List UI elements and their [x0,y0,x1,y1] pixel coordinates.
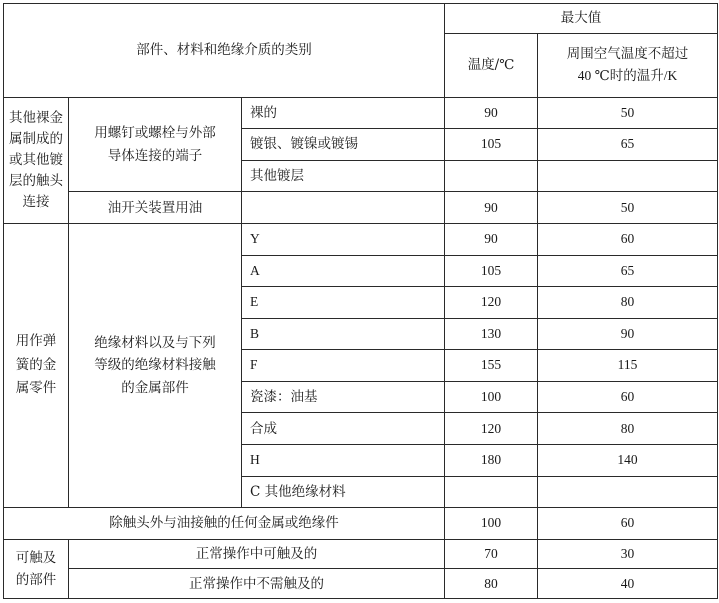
spring-metal-parts-group [4,224,69,508]
temperature-cell: 100 [445,508,538,540]
group-label-line: 可触及 [15,549,57,566]
temperature-header: 温度/℃ [445,33,538,97]
item-cell: E [242,287,445,319]
rise-header-line2: 40 ℃时的温升/K [577,68,678,84]
item-cell: 正常操作中可触及的 [69,539,445,569]
group-label-line: 用作弹 [15,333,57,350]
item-cell: 合成 [242,413,445,445]
temperature-cell: 130 [445,318,538,350]
group-label-line: 或其他镀 [9,151,63,168]
group-label-line: 连接 [22,193,50,210]
oil-contact-parts-label: 除触头外与油接触的任何金属或绝缘件 [4,508,445,540]
temperature-cell: 90 [445,192,538,224]
subcategory-line: 绝缘材料以及与下列 [94,335,216,352]
terminal-connection-subcategory [69,97,242,192]
temperature-rise-cell: 60 [538,508,718,540]
temperature-cell: 155 [445,350,538,382]
rise-header-line1: 周围空气温度不超过 [566,45,689,62]
temperature-rise-cell [538,476,718,508]
category-header: 部件、材料和绝缘介质的类别 [4,4,445,98]
temperature-cell: 120 [445,413,538,445]
group-label-line: 属制成的 [9,130,63,147]
temperature-cell [445,160,538,192]
group-label-line: 属零件 [15,380,57,397]
temperature-rise-cell: 60 [538,381,718,413]
bare-metal-contacts-group [4,97,69,223]
temperature-rise-cell: 30 [538,539,718,569]
subcategory-line: 用螺钉或螺栓与外部 [94,125,216,142]
temperature-cell: 105 [445,255,538,287]
temperature-limits-table [3,3,718,599]
temperature-rise-cell: 50 [538,192,718,224]
item-cell: H [242,445,445,477]
item-cell: 镀银、镀镍或镀锡 [242,129,445,161]
temperature-cell: 70 [445,539,538,569]
item-cell: F [242,350,445,382]
item-cell: 正常操作中不需触及的 [69,569,445,599]
insulation-material-subcategory [69,224,242,508]
temperature-rise-cell: 50 [538,97,718,129]
temperature-cell [445,476,538,508]
group-label-line: 层的触头 [9,172,63,189]
item-cell [242,192,445,224]
temperature-rise-cell: 40 [538,569,718,599]
temperature-rise-cell: 60 [538,224,718,256]
temperature-rise-cell [538,160,718,192]
temperature-cell: 100 [445,381,538,413]
accessible-parts-group [4,539,69,598]
temperature-cell: 90 [445,224,538,256]
temperature-rise-cell: 80 [538,413,718,445]
temperature-rise-cell: 90 [538,318,718,350]
temperature-rise-cell: 140 [538,445,718,477]
group-label-line: 的部件 [15,571,57,588]
item-cell: A [242,255,445,287]
subcategory-line: 的金属部件 [121,379,189,396]
temperature-cell: 80 [445,569,538,599]
item-cell: Y [242,224,445,256]
temperature-rise-cell: 115 [538,350,718,382]
item-cell: C 其他绝缘材料 [242,476,445,508]
temperature-rise-cell: 80 [538,287,718,319]
temperature-cell: 120 [445,287,538,319]
subcategory-line: 导体连接的端子 [107,147,203,164]
group-label-line: 簧的金 [15,356,57,373]
item-cell: 裸的 [242,97,445,129]
group-label-line: 其他裸金 [9,110,63,127]
temperature-cell: 105 [445,129,538,161]
temperature-cell: 90 [445,97,538,129]
temperature-cell: 180 [445,445,538,477]
max-value-header: 最大值 [445,4,718,34]
temperature-rise-cell: 65 [538,255,718,287]
temperature-rise-header [538,33,718,97]
item-cell: 其他镀层 [242,160,445,192]
temperature-rise-cell: 65 [538,129,718,161]
subcategory-line: 等级的绝缘材料接触 [94,357,216,374]
item-cell: 瓷漆：油基 [242,381,445,413]
item-cell: B [242,318,445,350]
oil-switch-subcategory: 油开关装置用油 [69,192,242,224]
